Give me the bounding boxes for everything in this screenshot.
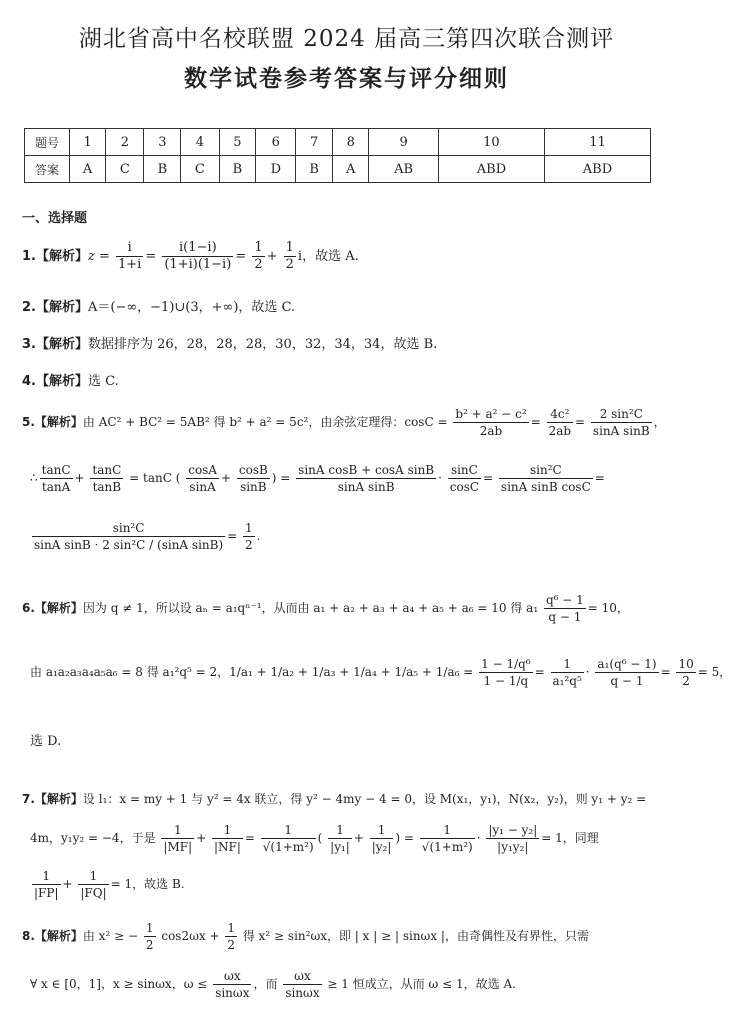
- table-cell: AB: [369, 156, 439, 183]
- solution-5-line-3: $\frac{\text{sin²C}}{\text{sinA sinB · 2 sin²C / (sinA sinB)}}$ = $\frac{1}{2}$ .: [34, 521, 261, 552]
- fraction: [479, 656, 533, 689]
- solution-5: 5.【解析】由 AC² + BC² = 5AB² 得 b² + a² = 5c²，由余弦定理得：cosC = $\frac{\text{b² + a² − c²}}{2ab}$ = $\frac{\text{4c²}}{2ab}$ = $\frac{\text{2 sin²C}}{\text{sinA sinB}}$ ，: [22, 407, 666, 438]
- solution-text: 设 l₁：x = my + 1 与 y² = 4x 联立，得 y² − 4my − 4 = 0，设 M(x₁，y₁)，N(x₂，y₂)，则 y₁ + y₂ =: [82, 792, 647, 806]
- denominator: 2: [245, 538, 253, 552]
- solution-text: ≥ 1 恒成立，从而 ω ≤ 1，故选 A.: [327, 977, 516, 991]
- numerator: |y₁ − y₂|: [488, 823, 538, 837]
- denominator: sinA sinB cosC: [500, 480, 591, 494]
- fraction: [486, 822, 539, 855]
- table-cell: ABD: [544, 156, 650, 183]
- table-cell: 7: [296, 129, 333, 156]
- fraction: [252, 240, 264, 273]
- fraction: [328, 822, 352, 855]
- math-text: z =: [87, 249, 110, 264]
- solution-text: 由 AC² + BC² = 5AB² 得 b² + a² = 5c²，由余弦定理得：cosC =: [82, 415, 448, 429]
- solution-8: [22, 920, 589, 953]
- solution-6-line-2: 由 a₁a₂a₃a₄a₅a₆ = 8 得 a₁²q⁵ = 2，1/a₁ + 1/a₂ + 1/a₃ + 1/a₄ + 1/a₅ + 1/a₆ = $\frac{\text{1 − 1/q⁶}}{1 - 1/q}$ = $\frac{1}{\text{a₁²q⁵}}$ · $\frac{\text{a₁(q⁶ − 1)}}{q - 1}$ = $\frac{10}{2}$ = 5，: [30, 657, 731, 688]
- fraction: [551, 656, 584, 689]
- numerator: cosB: [238, 463, 268, 477]
- solution-6-line-3: [30, 730, 61, 749]
- fraction: [116, 240, 143, 273]
- numerator: ωx: [213, 968, 251, 985]
- denominator: √(1+m²): [421, 840, 473, 854]
- document-subtitle: 数学试卷参考答案与评分细则: [184, 66, 509, 92]
- solution-text: 由 x² ≥ −: [82, 929, 139, 943]
- denominator: |MF|: [163, 840, 193, 854]
- denominator: |FQ|: [80, 886, 107, 900]
- denominator: sinA: [189, 480, 216, 494]
- table-cell: B: [219, 156, 256, 183]
- table-cell: A: [333, 156, 369, 183]
- fraction: [40, 462, 73, 495]
- solution-7: [22, 790, 646, 807]
- solution-1: 1.【解析】z = $\frac{i}{1+i}$ = $\frac{i(1-i)}{(1+i)(1-i)}$ = $\frac{1}{2}$ + $\frac{1}{2}$ i，故选 A.: [22, 240, 359, 272]
- math-text: = 1，同理: [541, 831, 599, 845]
- numerator: 1: [254, 240, 263, 255]
- solution-8-line-2: [30, 968, 516, 1001]
- fraction: [162, 240, 233, 273]
- document-title: 湖北省高中名校联盟 2024 届高三第四次联合测评: [78, 26, 615, 52]
- numerator: b² + a² − c²: [455, 407, 527, 421]
- solution-text: 选 C.: [87, 374, 119, 389]
- denominator: 2ab: [548, 424, 572, 438]
- table-header-number: 题号: [25, 129, 70, 156]
- fraction: [32, 868, 61, 901]
- denominator: sinB: [240, 480, 267, 494]
- table-row-numbers: [25, 129, 651, 156]
- denominator: sinA sinB: [592, 424, 650, 438]
- numerator: 1: [245, 521, 253, 535]
- table-cell: 5: [219, 129, 256, 156]
- numerator: 1: [212, 822, 243, 839]
- table-cell: C: [106, 156, 144, 183]
- solution-tag: 8.【解析】: [22, 929, 83, 943]
- table-row-answers: [25, 156, 651, 183]
- denominator: 2: [227, 938, 235, 952]
- solution-7-line-3: $\frac{1}{|FP|}$ + $\frac{1}{|FQ|}$ = 1，故选 B.: [34, 869, 185, 900]
- numerator: 1: [285, 240, 294, 255]
- fraction: [243, 520, 255, 553]
- fraction: [32, 520, 225, 553]
- fraction: [370, 822, 394, 855]
- solution-text: 4m，y₁y₂ = −4，于是: [30, 831, 156, 845]
- table-cell: 8: [333, 129, 369, 156]
- numerator: 4c²: [547, 406, 573, 423]
- table-cell: 11: [544, 129, 650, 156]
- denominator: |FP|: [34, 886, 59, 900]
- numerator: 1: [78, 868, 108, 885]
- table-cell: D: [256, 156, 296, 183]
- answer-table: [24, 128, 651, 183]
- math-text: cos2ωx +: [161, 929, 220, 943]
- table-cell: B: [144, 156, 181, 183]
- denominator: |NF|: [213, 840, 241, 854]
- numerator: 1: [145, 921, 154, 935]
- fraction: [547, 406, 573, 439]
- solution-7-line-2: 4m，y₁y₂ = −4，于是 $\frac{1}{|MF|}$ + $\frac{1}{|NF|}$ = $\frac{1}{\text{√(1+m²)}}$ ( $\frac{1}{\text{|y₁|}}$ + $\frac{1}{\text{|y₂|}}$ ) = $\frac{1}{\text{√(1+m²)}}$ · $\frac{\text{|y₁ − y₂|}}{\text{|y₁y₂|}}$ = 1，同理: [30, 823, 599, 854]
- numerator: tanC: [41, 463, 71, 477]
- solution-6: [22, 592, 629, 625]
- denominator: q − 1: [610, 674, 644, 688]
- denominator: q − 1: [548, 610, 582, 624]
- solution-text: 得 x² ≥ sin²ωx，即 | x | ≥ | sinωx |，由奇偶性及有界性，只需: [242, 929, 589, 943]
- denominator: sinωx: [215, 986, 250, 1000]
- fraction: [284, 240, 296, 273]
- numerator: 1 − 1/q⁶: [481, 657, 531, 671]
- fraction: [78, 868, 108, 901]
- numerator: 1: [370, 822, 394, 839]
- table-cell: A: [70, 156, 106, 183]
- solution-tag: 2.【解析】: [22, 300, 88, 315]
- numerator: sin²C: [499, 462, 593, 479]
- numerator: ωx: [283, 968, 321, 985]
- denominator: 2: [285, 257, 294, 272]
- solution-text: ∀ x ∈ [0，1]，x ≥ sinωx，ω ≤: [30, 977, 208, 991]
- fraction: [595, 656, 658, 689]
- fraction: [453, 406, 528, 439]
- solution-text: A＝(−∞，−1)∪(3，+∞)，故选 C.: [87, 300, 296, 315]
- numerator: cosA: [188, 463, 217, 477]
- denominator: √(1+m²): [262, 840, 314, 854]
- fraction: [90, 462, 123, 495]
- fraction: [448, 462, 481, 495]
- solution-text: 由 a₁a₂a₃a₄a₅a₆ = 8 得 a₁²q⁵ = 2，: [30, 665, 230, 679]
- solution-tag: 5.【解析】: [22, 415, 83, 429]
- math-text: 1/a₁ + 1/a₂ + 1/a₃ + 1/a₄ + 1/a₅ + 1/a₆ =: [229, 665, 474, 679]
- numerator: 2 sin²C: [591, 406, 652, 423]
- table-cell: 10: [438, 129, 544, 156]
- fraction: [213, 968, 251, 1001]
- denominator: |y₁y₂|: [497, 840, 529, 854]
- denominator: a₁²q⁵: [552, 674, 582, 688]
- table-cell: 4: [181, 129, 219, 156]
- solution-5-line-2: ∴ $\frac{\tan C}{\tan A}$ + $\frac{\tan C}{\tan B}$ = tanC ( $\frac{\cos A}{\sin A}$ + $\frac{\cos B}{\sin B}$ ) = $\frac{\text{sinA cosB + cosA sinB}}{\text{sinA sinB}}$ · $\frac{\sin C}{\cos C}$ = $\frac{\text{sin²C}}{\text{sinA sinB cosC}}$ =: [30, 463, 605, 494]
- solution-tag: 3.【解析】: [22, 337, 88, 352]
- numerator: 1: [261, 822, 316, 839]
- denominator: 2: [254, 257, 263, 272]
- solution-tag: 6.【解析】: [22, 601, 83, 615]
- solution-tag: 1.【解析】: [22, 249, 88, 264]
- denominator: sinA sinB · 2 sin²C / (sinA sinB): [34, 538, 224, 552]
- denominator: 2: [145, 938, 154, 952]
- fraction: [161, 822, 194, 855]
- numerator: q⁶ − 1: [545, 593, 584, 607]
- denominator: sinA sinB: [337, 480, 395, 494]
- table-cell: ABD: [438, 156, 544, 183]
- numerator: 1: [227, 921, 235, 935]
- table-cell: 2: [106, 129, 144, 156]
- table-cell: B: [296, 156, 333, 183]
- numerator: 1: [551, 656, 584, 673]
- denominator: tanA: [41, 480, 71, 494]
- fraction: [225, 920, 237, 953]
- fraction: [676, 656, 695, 689]
- fraction: [237, 462, 270, 495]
- denominator: |y₂|: [371, 840, 392, 854]
- numerator: 10: [678, 657, 694, 671]
- fraction: [212, 822, 243, 855]
- numerator: 1: [161, 822, 194, 839]
- solution-text: 数据排序为 26，28，28，28，30，32，34，34，故选 B.: [87, 337, 438, 352]
- fraction: [283, 968, 321, 1001]
- denominator: (1+i)(1−i): [164, 257, 232, 272]
- solution-tag: 4.【解析】: [22, 374, 88, 389]
- numerator: i: [116, 240, 143, 257]
- table-cell: 1: [70, 129, 106, 156]
- fraction: [186, 462, 219, 495]
- numerator: sin²C: [32, 520, 225, 537]
- solution-text: 因为 q ≠ 1，所以设 aₙ = a₁qⁿ⁻¹，从而由 a₁ + a₂ + a₃ + a₄ + a₅ + a₆ = 10 得 a₁: [82, 601, 539, 615]
- math-text: = tanC (: [129, 471, 181, 485]
- fraction: [296, 462, 436, 495]
- solution-4: [22, 370, 119, 389]
- section-heading: 一、选择题: [22, 211, 88, 226]
- denominator: 2: [682, 674, 690, 688]
- solution-3: [22, 333, 437, 352]
- numerator: i(1−i): [162, 240, 233, 257]
- fraction: [261, 822, 316, 855]
- table-header-answer: 答案: [25, 156, 70, 183]
- denominator: sinωx: [285, 986, 320, 1000]
- denominator: 1+i: [118, 257, 142, 272]
- numerator: 1: [32, 868, 61, 885]
- denominator: cosC: [449, 480, 480, 494]
- denominator: 1 − 1/q: [483, 674, 529, 688]
- table-cell: 3: [144, 129, 181, 156]
- denominator: tanB: [92, 480, 122, 494]
- math-text: = 5，: [697, 665, 731, 679]
- solution-tag: 7.【解析】: [22, 792, 83, 806]
- numerator: a₁(q⁶ − 1): [597, 657, 657, 671]
- math-text: = 10，: [587, 601, 629, 615]
- table-cell: C: [181, 156, 219, 183]
- denominator: |y₁|: [330, 840, 350, 854]
- solution-text: 选 D.: [30, 734, 62, 749]
- numerator: sinA cosB + cosA sinB: [298, 463, 435, 477]
- math-text: ，而: [253, 977, 278, 991]
- fraction: [144, 920, 156, 953]
- numerator: 1: [328, 822, 352, 839]
- table-cell: 6: [256, 129, 296, 156]
- numerator: 1: [420, 822, 475, 839]
- math-text: i，故选 A.: [297, 249, 359, 264]
- fraction: [420, 822, 475, 855]
- denominator: 2ab: [479, 424, 503, 438]
- math-text: = 1，故选 B.: [110, 877, 185, 891]
- numerator: sinC: [448, 462, 481, 479]
- fraction: [544, 592, 586, 625]
- table-cell: 9: [369, 129, 439, 156]
- numerator: tanC: [92, 463, 122, 477]
- fraction: [591, 406, 652, 439]
- solution-2: [22, 296, 295, 315]
- fraction: [499, 462, 593, 495]
